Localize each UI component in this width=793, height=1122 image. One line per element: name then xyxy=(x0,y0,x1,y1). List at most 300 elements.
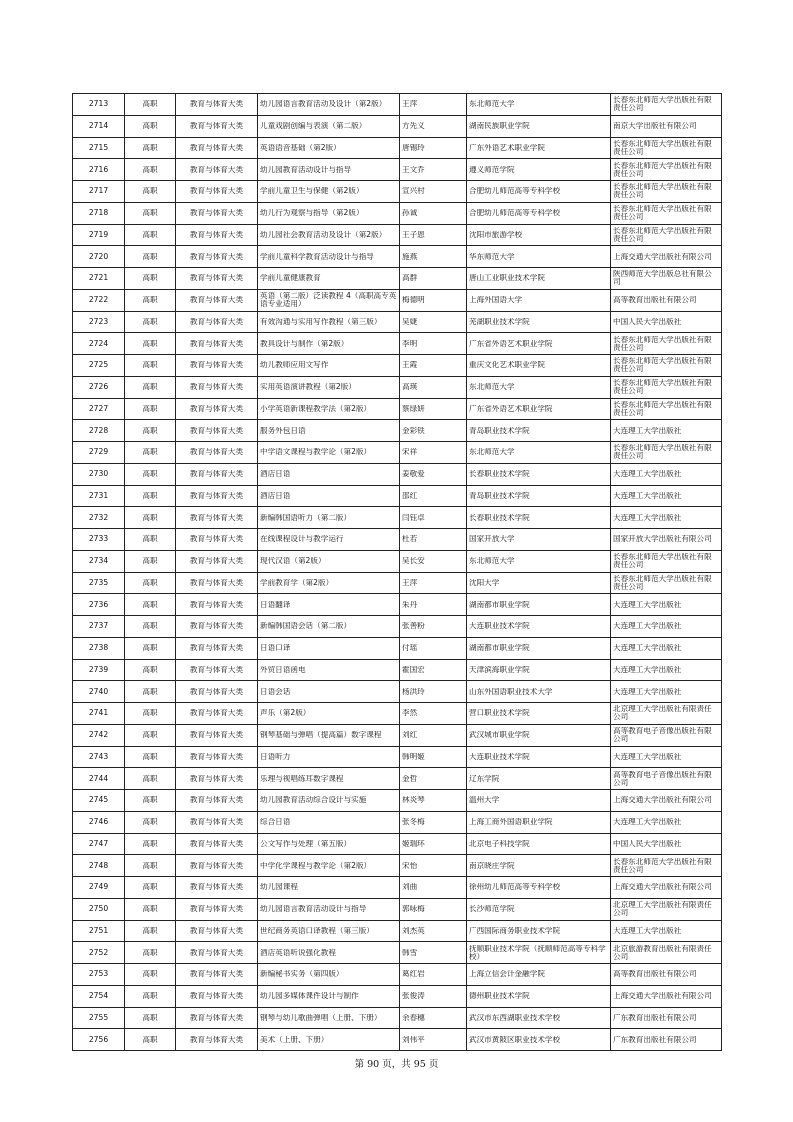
row-title xyxy=(258,529,400,551)
row-publisher-text: 长春东北师范大学出版社有限责任公司 xyxy=(613,553,712,570)
row-publisher xyxy=(611,398,722,420)
row-level-text: 高职 xyxy=(142,361,158,370)
row-title xyxy=(258,768,400,790)
row-category-text: 教育与体育大类 xyxy=(189,448,244,457)
table-row xyxy=(73,1007,722,1029)
row-school xyxy=(467,398,611,420)
row-level-text: 高职 xyxy=(142,209,158,218)
row-title-text: 酒店日语 xyxy=(260,491,291,500)
row-school xyxy=(467,202,611,224)
row-editor xyxy=(400,898,467,920)
row-title-text: 英语语音基础（第2版） xyxy=(260,143,341,152)
row-publisher-text: 国家开放大学出版社有限公司 xyxy=(613,535,712,544)
row-level-text: 高职 xyxy=(142,122,158,131)
row-level xyxy=(125,485,176,507)
row-level xyxy=(125,137,176,159)
row-school xyxy=(467,137,611,159)
row-number xyxy=(73,420,125,442)
row-publisher xyxy=(611,985,722,1007)
row-publisher-text: 南京大学出版社有限公司 xyxy=(613,122,697,131)
row-editor xyxy=(400,398,467,420)
row-level-text: 高职 xyxy=(142,1035,158,1044)
row-category xyxy=(176,942,258,964)
row-title-text: 幼儿行为观察与指导（第2版） xyxy=(260,209,364,218)
row-level-text: 高职 xyxy=(142,491,158,500)
row-editor xyxy=(400,724,467,746)
row-level xyxy=(125,703,176,725)
row-editor-text: 郭咏梅 xyxy=(402,905,425,914)
row-title xyxy=(258,855,400,877)
row-title-text: 学前儿童卫生与保健（第2版） xyxy=(260,187,364,196)
row-title xyxy=(258,115,400,137)
row-school-text: 营口职业技术学院 xyxy=(469,709,530,718)
row-publisher xyxy=(611,420,722,442)
row-title-text: 幼儿园语言教育活动及设计（第2版） xyxy=(260,100,387,109)
row-school-text: 南京晓庄学院 xyxy=(469,861,515,870)
row-category xyxy=(176,202,258,224)
row-school xyxy=(467,572,611,594)
row-category xyxy=(176,681,258,703)
footer-prefix: 第 xyxy=(354,1059,368,1070)
row-publisher xyxy=(611,942,722,964)
row-school xyxy=(467,355,611,377)
row-title xyxy=(258,790,400,812)
row-title xyxy=(258,1029,400,1051)
row-level xyxy=(125,746,176,768)
row-category-text: 教育与体育大类 xyxy=(189,622,244,631)
row-number xyxy=(73,115,125,137)
row-school-text: 大连职业技术学院 xyxy=(469,752,530,761)
row-publisher xyxy=(611,616,722,638)
row-school-text: 湖南都市职业学院 xyxy=(469,644,530,653)
row-category xyxy=(176,659,258,681)
row-category-text: 教育与体育大类 xyxy=(189,796,244,805)
row-title xyxy=(258,877,400,899)
table-row xyxy=(73,594,722,616)
row-title xyxy=(258,420,400,442)
row-level-text: 高职 xyxy=(142,992,158,1001)
row-number-text: 2731 xyxy=(88,491,109,500)
row-number xyxy=(73,529,125,551)
row-category xyxy=(176,507,258,529)
row-category-text: 教育与体育大类 xyxy=(189,404,244,413)
row-editor-text: 朱丹 xyxy=(402,600,418,609)
row-publisher-text: 中国人民大学出版社 xyxy=(613,317,682,326)
row-category xyxy=(176,376,258,398)
row-title-text: 中学语文课程与教学论（第2版） xyxy=(260,448,372,457)
row-number xyxy=(73,985,125,1007)
row-editor xyxy=(400,485,467,507)
row-title xyxy=(258,137,400,159)
row-number-text: 2753 xyxy=(88,970,109,979)
row-level xyxy=(125,463,176,485)
row-editor xyxy=(400,1007,467,1029)
row-school-text: 东北师范大学 xyxy=(469,383,515,392)
row-category-text: 教育与体育大类 xyxy=(189,644,244,653)
row-school xyxy=(467,529,611,551)
row-title xyxy=(258,920,400,942)
row-title xyxy=(258,398,400,420)
row-school-text: 国家开放大学 xyxy=(469,535,515,544)
row-publisher xyxy=(611,376,722,398)
row-school xyxy=(467,289,611,311)
row-publisher-text: 长春东北师范大学出版社有限责任公司 xyxy=(613,161,712,178)
row-editor-text: 王霞 xyxy=(402,361,418,370)
row-category xyxy=(176,594,258,616)
row-number xyxy=(73,1007,125,1029)
row-category xyxy=(176,768,258,790)
row-school xyxy=(467,159,611,181)
row-editor xyxy=(400,376,467,398)
row-number xyxy=(73,181,125,203)
row-title-text: 外贸日语函电 xyxy=(260,665,306,674)
row-publisher xyxy=(611,1007,722,1029)
row-editor-text: 李然 xyxy=(402,709,418,718)
row-level-text: 高职 xyxy=(142,644,158,653)
row-publisher xyxy=(611,246,722,268)
row-publisher-text: 大连理工大学出版社 xyxy=(613,622,682,631)
row-school-text: 长春职业技术学院 xyxy=(469,470,530,479)
row-title-text: 综合日语 xyxy=(260,818,291,827)
row-editor xyxy=(400,550,467,572)
row-level xyxy=(125,202,176,224)
row-school xyxy=(467,790,611,812)
row-level-text: 高职 xyxy=(142,709,158,718)
row-school-text: 合肥幼儿师范高等专科学校 xyxy=(469,209,561,218)
row-category xyxy=(176,311,258,333)
row-school xyxy=(467,268,611,290)
row-editor xyxy=(400,246,467,268)
table-row xyxy=(73,920,722,942)
row-editor-text: 刘伟平 xyxy=(402,1035,425,1044)
row-editor-text: 刘曲 xyxy=(402,883,418,892)
row-editor xyxy=(400,463,467,485)
row-publisher xyxy=(611,529,722,551)
row-level xyxy=(125,181,176,203)
row-school-text: 大连职业技术学院 xyxy=(469,622,530,631)
row-level xyxy=(125,790,176,812)
row-level xyxy=(125,246,176,268)
table-row xyxy=(73,811,722,833)
row-number xyxy=(73,485,125,507)
row-level xyxy=(125,833,176,855)
row-publisher-text: 上海交通大学出版社有限公司 xyxy=(613,883,712,892)
row-number-text: 2744 xyxy=(88,774,109,783)
row-level-text: 高职 xyxy=(142,948,158,957)
row-school-text: 上海工商外国语职业学院 xyxy=(469,818,553,827)
row-editor xyxy=(400,572,467,594)
row-number xyxy=(73,877,125,899)
row-category-text: 教育与体育大类 xyxy=(189,600,244,609)
row-level-text: 高职 xyxy=(142,796,158,805)
row-category xyxy=(176,529,258,551)
row-publisher xyxy=(611,703,722,725)
row-level-text: 高职 xyxy=(142,861,158,870)
table-row xyxy=(73,202,722,224)
row-number-text: 2729 xyxy=(88,448,109,457)
row-school-text: 广东省外语艺术职业学院 xyxy=(469,404,553,413)
row-category xyxy=(176,181,258,203)
row-editor xyxy=(400,920,467,942)
row-editor-text: 方先义 xyxy=(402,122,425,131)
row-level-text: 高职 xyxy=(142,165,158,174)
table-row xyxy=(73,289,722,311)
row-school xyxy=(467,224,611,246)
row-level xyxy=(125,898,176,920)
row-publisher xyxy=(611,724,722,746)
row-number xyxy=(73,202,125,224)
row-level-text: 高职 xyxy=(142,818,158,827)
row-number-text: 2726 xyxy=(88,383,109,392)
row-number-text: 2721 xyxy=(88,274,109,283)
row-number-text: 2742 xyxy=(88,731,109,740)
row-category-text: 教育与体育大类 xyxy=(189,578,244,587)
row-publisher xyxy=(611,181,722,203)
row-category xyxy=(176,920,258,942)
table-row xyxy=(73,268,722,290)
row-level-text: 高职 xyxy=(142,448,158,457)
row-category xyxy=(176,463,258,485)
row-editor xyxy=(400,637,467,659)
table-row xyxy=(73,724,722,746)
row-number-text: 2755 xyxy=(88,1013,109,1022)
row-publisher xyxy=(611,681,722,703)
row-school-text: 天津滨海职业学院 xyxy=(469,665,530,674)
row-school-text: 辽东学院 xyxy=(469,774,500,783)
row-school-text: 重庆文化艺术职业学院 xyxy=(469,361,545,370)
row-category-text: 教育与体育大类 xyxy=(189,361,244,370)
row-title-text: 服务外包日语 xyxy=(260,426,306,435)
row-title-text: 酒店英语听说强化教程 xyxy=(260,948,336,957)
row-title xyxy=(258,463,400,485)
row-school xyxy=(467,420,611,442)
table-row xyxy=(73,115,722,137)
row-number xyxy=(73,268,125,290)
row-title-text: 美术（上册、下册） xyxy=(260,1035,329,1044)
row-level xyxy=(125,268,176,290)
row-category-text: 教育与体育大类 xyxy=(189,339,244,348)
row-school-text: 武汉城市职业学院 xyxy=(469,731,530,740)
row-title xyxy=(258,159,400,181)
row-number-text: 2717 xyxy=(88,187,109,196)
row-title-text: 日语口译 xyxy=(260,644,291,653)
row-editor-text: 金哲 xyxy=(402,774,418,783)
row-category-text: 教育与体育大类 xyxy=(189,970,244,979)
row-school xyxy=(467,181,611,203)
row-level-text: 高职 xyxy=(142,839,158,848)
row-school-text: 东北师范大学 xyxy=(469,557,515,566)
row-school xyxy=(467,746,611,768)
row-level-text: 高职 xyxy=(142,731,158,740)
row-title xyxy=(258,246,400,268)
row-school-text: 德州职业技术学院 xyxy=(469,992,530,1001)
row-editor xyxy=(400,202,467,224)
row-publisher xyxy=(611,311,722,333)
row-category xyxy=(176,746,258,768)
row-school xyxy=(467,1029,611,1051)
row-category xyxy=(176,550,258,572)
row-category-text: 教育与体育大类 xyxy=(189,535,244,544)
row-editor-text: 吴长安 xyxy=(402,557,425,566)
table-row xyxy=(73,333,722,355)
row-school-text: 华东师范大学 xyxy=(469,252,515,261)
row-number xyxy=(73,790,125,812)
row-editor xyxy=(400,833,467,855)
row-title-text: 教具设计与制作（第2版） xyxy=(260,339,349,348)
row-school xyxy=(467,985,611,1007)
row-number-text: 2727 xyxy=(88,404,109,413)
row-number-text: 2728 xyxy=(88,426,109,435)
row-title xyxy=(258,550,400,572)
row-number-text: 2750 xyxy=(88,905,109,914)
row-school xyxy=(467,246,611,268)
row-editor-text: 杨洪玲 xyxy=(402,687,425,696)
table-row xyxy=(73,376,722,398)
row-school-text: 北京电子科技学院 xyxy=(469,839,530,848)
row-category-text: 教育与体育大类 xyxy=(189,317,244,326)
row-level xyxy=(125,115,176,137)
row-number xyxy=(73,572,125,594)
row-number xyxy=(73,224,125,246)
row-publisher-text: 大连理工大学出版社 xyxy=(613,470,682,479)
row-number-text: 2732 xyxy=(88,513,109,522)
row-title-text: 乐理与视唱练耳数字课程 xyxy=(260,774,344,783)
row-title xyxy=(258,594,400,616)
row-school-text: 唐山工业职业技术学院 xyxy=(469,274,545,283)
row-title-text: 新编秘书实务（第四版） xyxy=(260,970,344,979)
row-school-text: 山东外国语职业技术大学 xyxy=(469,687,553,696)
row-school xyxy=(467,920,611,942)
row-level-text: 高职 xyxy=(142,752,158,761)
row-level xyxy=(125,224,176,246)
row-editor-text: 付瑶 xyxy=(402,644,418,653)
row-publisher xyxy=(611,659,722,681)
row-category xyxy=(176,855,258,877)
table-row xyxy=(73,246,722,268)
row-number-text: 2751 xyxy=(88,926,109,935)
row-category xyxy=(176,964,258,986)
row-number xyxy=(73,768,125,790)
row-publisher-text: 广东教育出版社有限公司 xyxy=(613,1013,697,1022)
row-number-text: 2718 xyxy=(88,209,109,218)
row-title xyxy=(258,442,400,464)
catalog-body xyxy=(73,94,722,1051)
row-publisher-text: 大连理工大学出版社 xyxy=(613,426,682,435)
row-editor xyxy=(400,181,467,203)
row-category-text: 教育与体育大类 xyxy=(189,774,244,783)
row-editor-text: 吴婕 xyxy=(402,317,418,326)
row-editor xyxy=(400,311,467,333)
row-category-text: 教育与体育大类 xyxy=(189,905,244,914)
row-title-text: 有效沟通与实用写作教程（第三版） xyxy=(260,317,382,326)
row-editor xyxy=(400,1029,467,1051)
row-category-text: 教育与体育大类 xyxy=(189,383,244,392)
row-school xyxy=(467,811,611,833)
footer-suffix: 页 xyxy=(425,1059,439,1070)
row-publisher xyxy=(611,289,722,311)
row-category-text: 教育与体育大类 xyxy=(189,665,244,674)
row-level xyxy=(125,442,176,464)
row-category-text: 教育与体育大类 xyxy=(189,296,244,305)
row-title-text: 中学化学课程与教学论（第2版） xyxy=(260,861,372,870)
row-publisher xyxy=(611,833,722,855)
row-category-text: 教育与体育大类 xyxy=(189,839,244,848)
row-publisher xyxy=(611,333,722,355)
row-title xyxy=(258,224,400,246)
table-row xyxy=(73,507,722,529)
row-number-text: 2714 xyxy=(88,122,109,131)
row-editor-text: 葛红岩 xyxy=(402,970,425,979)
table-row xyxy=(73,703,722,725)
row-title-text: 幼儿教师应用文写作 xyxy=(260,361,329,370)
row-school xyxy=(467,507,611,529)
row-editor-text: 姬瑞环 xyxy=(402,839,425,848)
row-level-text: 高职 xyxy=(142,426,158,435)
row-school-text: 温州大学 xyxy=(469,796,500,805)
row-title xyxy=(258,811,400,833)
row-publisher xyxy=(611,137,722,159)
row-category-text: 教育与体育大类 xyxy=(189,252,244,261)
row-editor xyxy=(400,616,467,638)
row-level-text: 高职 xyxy=(142,600,158,609)
row-school-text: 长春职业技术学院 xyxy=(469,513,530,522)
row-publisher xyxy=(611,855,722,877)
row-publisher-text: 长春东北师范大学出版社有限责任公司 xyxy=(613,857,712,874)
row-title-text: 世纪商务英语口译教程（第三版） xyxy=(260,926,374,935)
row-school-text: 上海外国语大学 xyxy=(469,296,523,305)
row-level-text: 高职 xyxy=(142,274,158,283)
textbook-catalog-table xyxy=(72,93,722,1051)
table-row xyxy=(73,398,722,420)
row-level xyxy=(125,616,176,638)
row-number-text: 2752 xyxy=(88,948,109,957)
row-editor-text: 施燕 xyxy=(402,252,418,261)
row-school-text: 广东外语艺术职业学院 xyxy=(469,143,545,152)
row-editor xyxy=(400,529,467,551)
row-title-text: 新编韩国语会话（第二版） xyxy=(260,622,352,631)
row-category-text: 教育与体育大类 xyxy=(189,992,244,1001)
row-title-text: 幼儿园教育活动设计与指导 xyxy=(260,165,352,174)
row-publisher-text: 大连理工大学出版社 xyxy=(613,926,682,935)
row-editor xyxy=(400,659,467,681)
row-category-text: 教育与体育大类 xyxy=(189,165,244,174)
row-title-text: 小学英语新课程教学法（第2版） xyxy=(260,404,372,413)
row-title-text: 幼儿园课程 xyxy=(260,883,298,892)
row-school-text: 武汉市东西湖职业技术学校 xyxy=(469,1013,561,1022)
row-number xyxy=(73,398,125,420)
row-title xyxy=(258,485,400,507)
row-school-text: 武汉市黄陂区职业技术学校 xyxy=(469,1035,561,1044)
row-level-text: 高职 xyxy=(142,143,158,152)
row-school xyxy=(467,94,611,116)
row-title-text: 钢琴与幼儿歌曲弹唱（上册、下册） xyxy=(260,1013,382,1022)
row-editor xyxy=(400,985,467,1007)
row-level xyxy=(125,724,176,746)
table-row xyxy=(73,485,722,507)
row-category-text: 教育与体育大类 xyxy=(189,1035,244,1044)
row-title xyxy=(258,659,400,681)
row-publisher-text: 长春东北师范大学出版社有限责任公司 xyxy=(613,139,712,156)
table-row xyxy=(73,159,722,181)
row-editor xyxy=(400,115,467,137)
row-category-text: 教育与体育大类 xyxy=(189,209,244,218)
row-number-text: 2746 xyxy=(88,818,109,827)
row-publisher xyxy=(611,485,722,507)
row-number-text: 2735 xyxy=(88,578,109,587)
row-editor-text: 高群 xyxy=(402,274,418,283)
row-title xyxy=(258,724,400,746)
row-category-text: 教育与体育大类 xyxy=(189,861,244,870)
